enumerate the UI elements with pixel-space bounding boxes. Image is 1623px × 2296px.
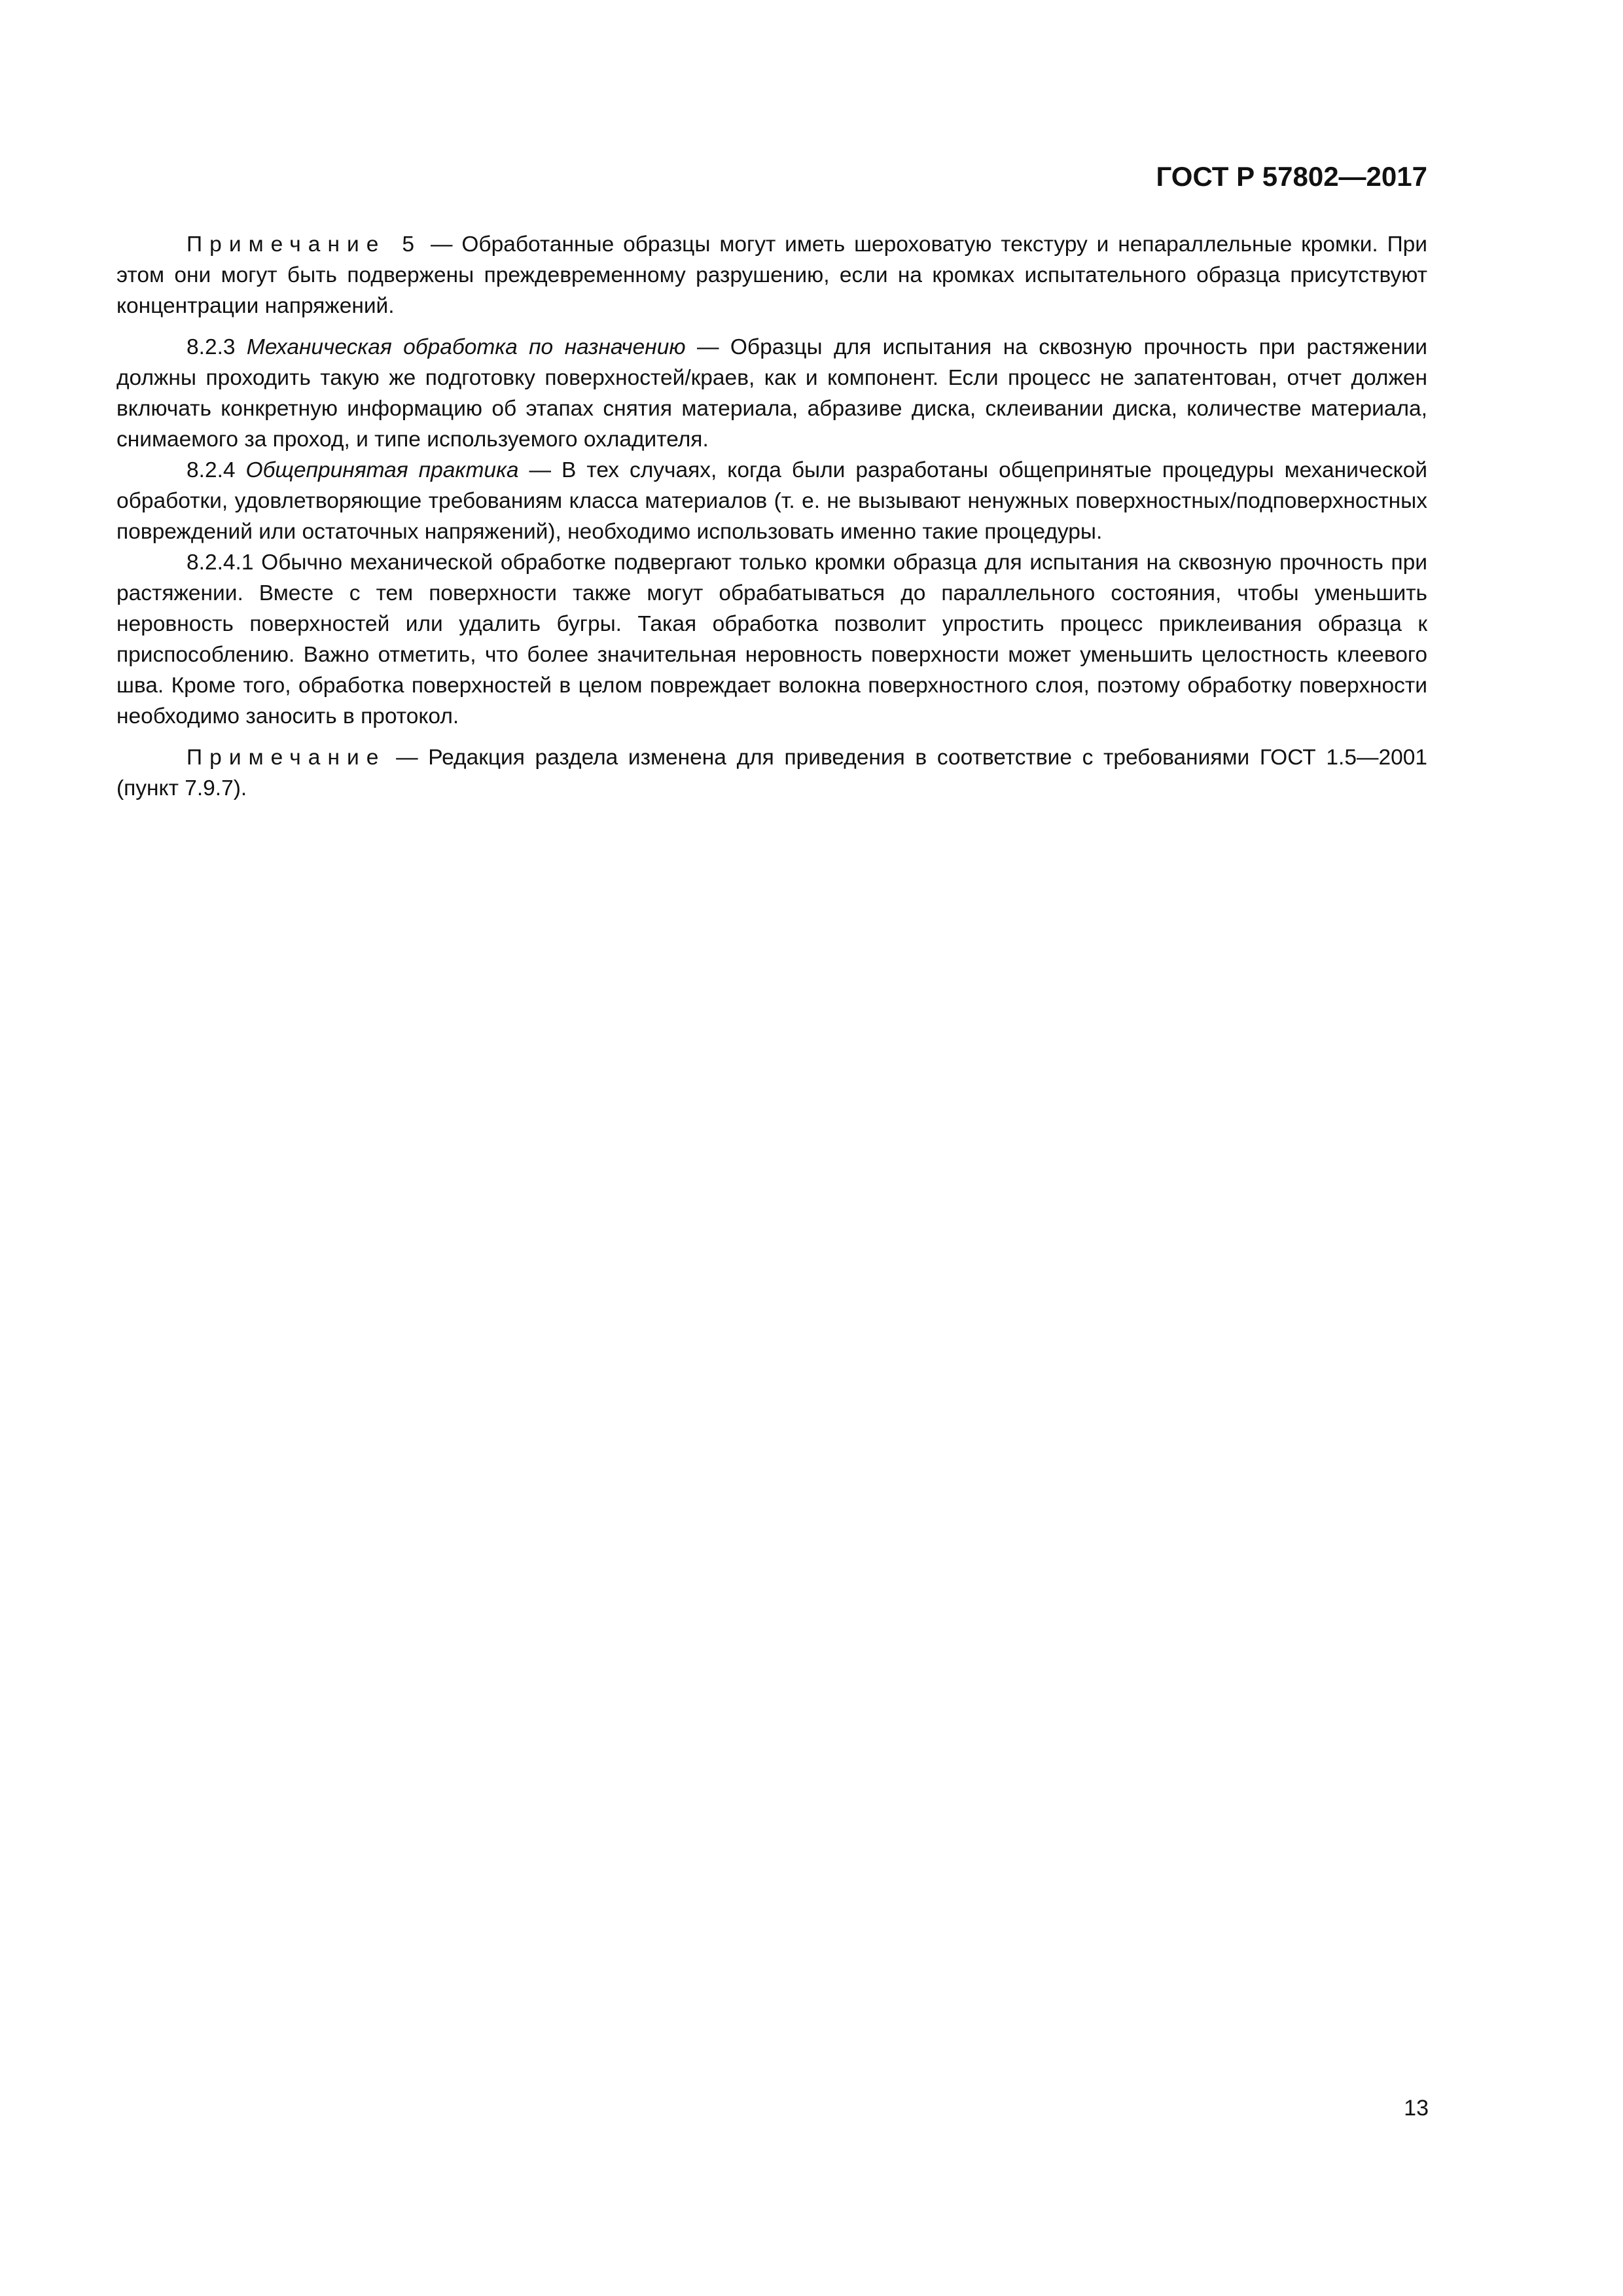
standard-code-header: ГОСТ Р 57802—2017	[1156, 161, 1427, 192]
final-note-text: Редакция раздела изменена для приведения в соответствие с требованиями ГОСТ 1.5—2001 (пункт 7.9.7).	[116, 745, 1427, 800]
section-8-2-3-number: 8.2.3	[187, 335, 236, 359]
section-8-2-4-dash: —	[518, 458, 562, 482]
section-8-2-3-text: Образцы для испытания на сквозную прочность при растяжении должны проходить такую же подготовку поверхностей/краев, как и компонент. Если процесс не запатентован, отчет должен включать конкретную информацию об этапах снятия материала, абразиве диска, склеивании диска, количестве материала, снимаемого за проход, и типе используемого охладителя.	[116, 335, 1427, 452]
section-8-2-4-1-number: 8.2.4.1	[187, 550, 254, 575]
section-8-2-3-title: Механическая обработка по назначению	[246, 335, 686, 359]
section-8-2-4-number: 8.2.4	[187, 458, 236, 482]
final-note-label: Примечание	[187, 745, 386, 770]
section-8-2-4	[116, 455, 1427, 547]
note-5-label: Примечание 5	[187, 232, 422, 257]
section-8-2-4-text: В тех случаях, когда были разработаны общепринятые процедуры механической обработки, удовлетворяющие требованиям класса материалов (т. е. не вызывают ненужных поверхностных/подповерхностных повреждений или остаточных напряжений), необходимо использовать именно такие процедуры.	[116, 458, 1428, 544]
page-number: 13	[1404, 2096, 1429, 2121]
note-5	[116, 229, 1427, 321]
section-8-2-3	[116, 332, 1427, 455]
final-note-dash: —	[385, 745, 429, 770]
section-8-2-4-1-text: Обычно механической обработке подвергают только кромки образца для испытания на сквозную прочность при растяжении. Вместе с тем поверхности также могут обрабатываться до параллельного состояния, чтобы уменьшить неровность поверхностей или удалить бугры. Такая обработка позволит упростить процесс приклеивания образца к приспособлению. Важно отметить, что более значительная неровность поверхности может уменьшить целостность клеевого шва. Кроме того, обработка поверхностей в целом повреждает волокна поверхностного слоя, поэтому обработку поверхности необходимо заносить в протокол.	[116, 550, 1428, 728]
section-8-2-4-1	[116, 547, 1427, 732]
section-8-2-4-title: Общепринятая практика	[245, 458, 519, 482]
section-8-2-3-dash: —	[685, 335, 730, 359]
note-5-text: Обработанные образцы могут иметь шероховатую текстуру и непараллельные кромки. При этом они могут быть подвержены преждевременному разрушению, если на кромках испытательного образца присутствуют концентрации напряжений.	[116, 232, 1428, 318]
final-note	[116, 742, 1427, 804]
document-body	[116, 229, 1427, 804]
note-5-dash: —	[421, 232, 462, 257]
